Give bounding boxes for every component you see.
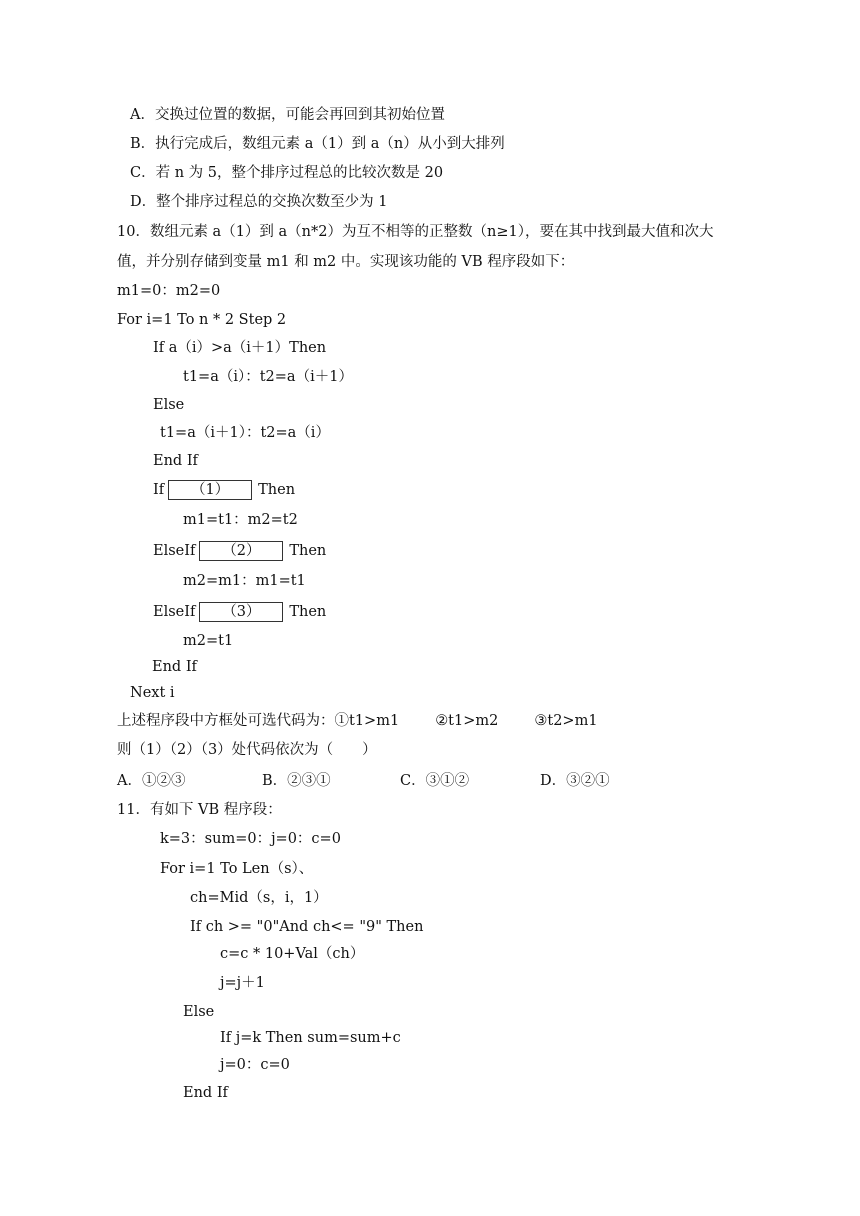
code-line: For i=1 To n * 2 Step 2 bbox=[117, 312, 287, 328]
code-keyword: ElseIf bbox=[153, 543, 196, 559]
choice-3: ③t2>m1 bbox=[534, 713, 598, 729]
answer-option-a: A．①②③ bbox=[117, 773, 186, 789]
code-line: j=0：c=0 bbox=[220, 1057, 290, 1073]
blank-line-2 bbox=[153, 541, 326, 561]
code-line: c=c * 10+Val（ch） bbox=[220, 946, 365, 962]
code-line: If ch >= "0"And ch<= "9" Then bbox=[190, 919, 424, 935]
answer-option-d: D．③②① bbox=[540, 773, 610, 789]
code-keyword: Then bbox=[289, 604, 327, 620]
code-line: m2=t1 bbox=[183, 633, 234, 649]
option-b: B．执行完成后，数组元素 a（1）到 a（n）从小到大排列 bbox=[130, 136, 505, 152]
code-line: If a（i）>a（i＋1）Then bbox=[153, 340, 327, 356]
choice-2: ②t1>m2 bbox=[435, 713, 499, 729]
code-line: t1=a（i＋1）：t2=a（i） bbox=[160, 425, 330, 441]
code-line: Else bbox=[183, 1004, 215, 1020]
option-c: C．若 n 为 5，整个排序过程总的比较次数是 20 bbox=[130, 165, 444, 181]
code-keyword: Then bbox=[258, 482, 296, 498]
code-keyword: If bbox=[153, 482, 165, 498]
code-keyword: Then bbox=[289, 543, 327, 559]
code-line: k=3：sum=0：j=0：c=0 bbox=[160, 831, 341, 847]
code-line: m1=t1：m2=t2 bbox=[183, 512, 298, 528]
option-d: D．整个排序过程总的交换次数至少为 1 bbox=[130, 194, 388, 210]
option-a: A．交换过位置的数据，可能会再回到其初始位置 bbox=[130, 107, 445, 123]
question-11: 11．有如下 VB 程序段： bbox=[117, 802, 282, 818]
question-10-line-2: 值，并分别存储到变量 m1 和 m2 中。实现该功能的 VB 程序段如下： bbox=[117, 254, 575, 270]
code-keyword: ElseIf bbox=[153, 604, 196, 620]
code-line: End If bbox=[153, 453, 198, 469]
choice-intro: 上述程序段中方框处可选代码为：①t1>m1 bbox=[117, 713, 400, 729]
code-line: m1=0：m2=0 bbox=[117, 283, 221, 299]
blank-line-3 bbox=[153, 602, 326, 622]
answer-option-b: B．②③① bbox=[262, 773, 331, 789]
answer-option-c: C．③①② bbox=[400, 773, 470, 789]
question-prompt: 则（1）（2）（3）处代码依次为（ ） bbox=[117, 742, 377, 758]
code-line: For i=1 To Len（s）、 bbox=[160, 861, 314, 877]
answer-box-2: （2） bbox=[199, 541, 283, 561]
code-line: Else bbox=[153, 397, 185, 413]
code-line: Next i bbox=[130, 685, 175, 701]
choices-line bbox=[117, 712, 598, 730]
code-line: End If bbox=[183, 1085, 228, 1101]
answer-box-3: （3） bbox=[199, 602, 283, 622]
code-line: If j=k Then sum=sum+c bbox=[220, 1030, 401, 1046]
code-line: t1=a（i）：t2=a（i＋1） bbox=[183, 369, 353, 385]
code-line: m2=m1：m1=t1 bbox=[183, 573, 306, 589]
code-line: ch=Mid（s，i，1） bbox=[190, 890, 328, 906]
answer-box-1: （1） bbox=[168, 480, 252, 500]
question-10-line-1: 10．数组元素 a（1）到 a（n*2）为互不相等的正整数（n≥1），要在其中找到最大值和次大 bbox=[117, 224, 714, 240]
code-line: j=j＋1 bbox=[220, 975, 265, 991]
code-line: End If bbox=[152, 659, 197, 675]
blank-line-1 bbox=[153, 480, 295, 500]
